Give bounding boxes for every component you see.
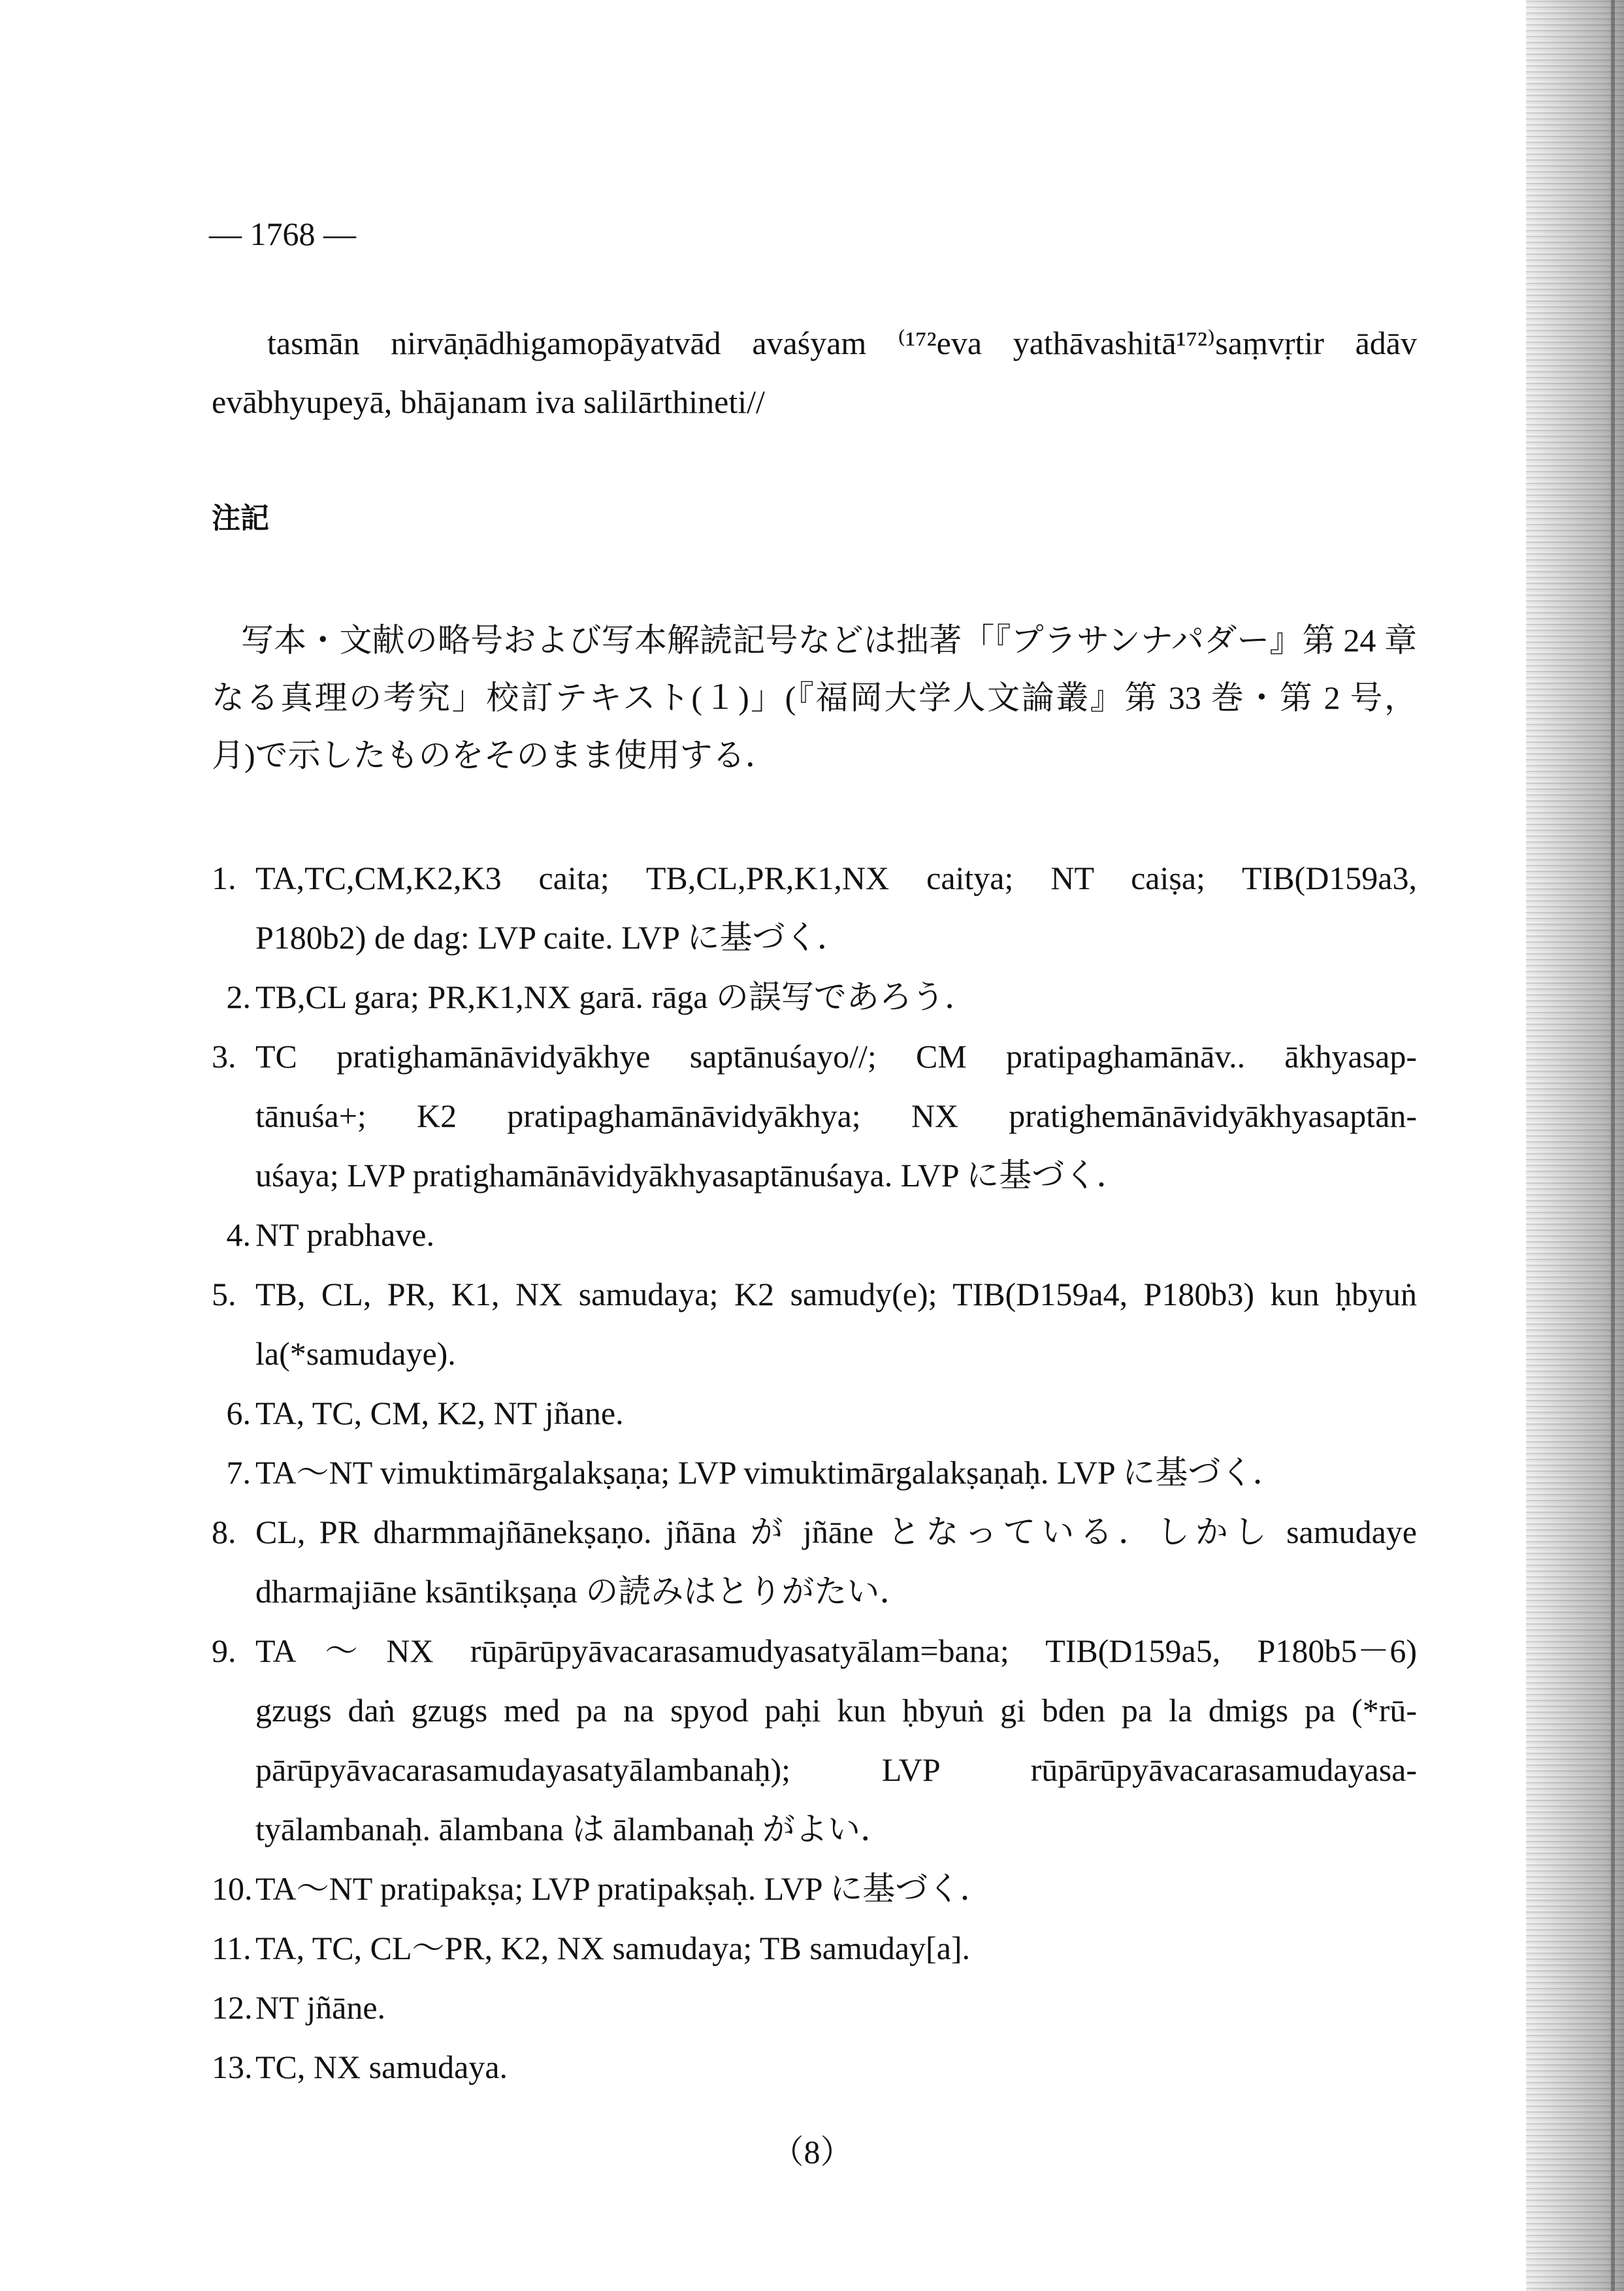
note-text: TA～NX rūpārūpyāvacarasamudyasatyālam=bana; TIB(D159a5, P180b5－6) xyxy=(255,1633,1417,1669)
note-text: TC, NX samudaya. xyxy=(255,2049,508,2085)
note-number: 13. xyxy=(212,2049,253,2085)
intro-line: なる真理の考究」校訂テキスト(１)」(『福岡大学人文論叢』第 33 巻・第 2 号， xyxy=(212,679,1417,716)
note-item xyxy=(212,2038,1417,2097)
note-item xyxy=(212,1443,1417,1503)
note-item xyxy=(212,1265,1417,1384)
notes-heading: 注記 xyxy=(212,502,269,535)
note-line xyxy=(212,1978,1417,2038)
note-item xyxy=(212,849,1417,967)
note-number: 4. xyxy=(226,1216,251,1253)
note-item xyxy=(212,1978,1417,2038)
note-text: TA～NT vimuktimārgalakṣaṇa; LVP vimuktimārgalakṣaṇaḥ. LVP に基づく． xyxy=(255,1454,1286,1491)
note-number: 5. xyxy=(212,1276,236,1312)
note-line xyxy=(212,849,1417,908)
note-line xyxy=(212,1503,1417,1562)
note-text: dharmajiāne ksāntikṣaṇa の読みはとりがたい． xyxy=(255,1573,913,1610)
note-line xyxy=(212,1800,1417,1859)
note-number: 9. xyxy=(212,1633,236,1669)
note-text: pārūpyāvacarasamudayasatyālambanaḥ); LVP rūpārūpyāvacarasamudayasa- xyxy=(255,1751,1417,1788)
notes-list xyxy=(212,849,1417,2097)
note-number: 7. xyxy=(226,1454,251,1491)
notes-intro xyxy=(212,611,1417,784)
note-line xyxy=(212,908,1417,967)
scan-edge-shadow xyxy=(1526,0,1624,2291)
note-item xyxy=(212,967,1417,1027)
note-text: TA～NT pratipakṣa; LVP pratipakṣaḥ. LVP に基づく． xyxy=(255,1870,993,1907)
note-line xyxy=(212,1086,1417,1146)
note-item xyxy=(212,1859,1417,1919)
page-header-number: — 1768 — xyxy=(209,216,356,252)
note-line xyxy=(212,1919,1417,1978)
passage-line: tasmān nirvāṇādhigamopāyatvād avaśyam ⁽¹⁷²eva yathāvashitā¹⁷²⁾saṃvṛtir ādāv xyxy=(267,325,1417,361)
intro-line: 月)で示したものをそのまま使用する． xyxy=(212,737,778,773)
note-line xyxy=(212,1740,1417,1800)
note-text: TB,CL gara; PR,K1,NX garā. rāga の誤写であろう． xyxy=(255,979,977,1015)
note-line xyxy=(212,1621,1417,1681)
note-number: 1. xyxy=(212,860,236,896)
note-text: NT prabhave. xyxy=(255,1216,434,1253)
note-text: NT jñāne. xyxy=(255,1989,386,2026)
note-number: 11. xyxy=(212,1930,252,1966)
note-item xyxy=(212,1621,1417,1859)
note-text: TA,TC,CM,K2,K3 caita; TB,CL,PR,K1,NX caitya; NT caiṣa; TIB(D159a3, xyxy=(255,860,1417,896)
note-item xyxy=(212,1503,1417,1621)
note-item xyxy=(212,1384,1417,1443)
note-line xyxy=(212,1205,1417,1265)
note-text: TA, TC, CL～PR, K2, NX samudaya; TB samuday[a]. xyxy=(255,1930,971,1966)
note-line xyxy=(212,967,1417,1027)
note-line xyxy=(212,1562,1417,1621)
note-text: tānuśa+; K2 pratipaghamānāvidyākhya; NX pratighemānāvidyākhyasaptān- xyxy=(255,1097,1417,1134)
note-line xyxy=(212,2038,1417,2097)
note-number: 3. xyxy=(212,1038,236,1075)
note-line xyxy=(212,1384,1417,1443)
note-text: TC pratighamānāvidyākhye saptānuśayo//; CM pratipaghamānāv.. ākhyasap- xyxy=(255,1038,1417,1075)
note-text: uśaya; LVP pratighamānāvidyākhyasaptānuśaya. LVP に基づく． xyxy=(255,1157,1129,1194)
note-number: 6. xyxy=(226,1395,251,1431)
note-number: 8. xyxy=(212,1514,236,1550)
note-text: gzugs daṅ gzugs med pa na spyod paḥi kun ḥbyuṅ gi bden pa la dmigs pa (*rū- xyxy=(255,1692,1417,1729)
note-item xyxy=(212,1027,1417,1205)
note-line xyxy=(212,1146,1417,1205)
note-item xyxy=(212,1919,1417,1978)
note-number: 10. xyxy=(212,1870,253,1907)
note-text: la(*samudaye). xyxy=(255,1335,456,1372)
note-item xyxy=(212,1205,1417,1265)
note-line xyxy=(212,1324,1417,1384)
note-text: TB, CL, PR, K1, NX samudaya; K2 samudy(e); TIB(D159a4, P180b3) kun ḥbyuṅ xyxy=(255,1276,1417,1312)
intro-line: 写本・文献の略号および写本解読記号などは拙著「『プラサンナパダー』第 24 章 xyxy=(241,622,1417,658)
note-text: P180b2) de dag: LVP caite. LVP に基づく． xyxy=(255,919,850,956)
note-line xyxy=(212,1265,1417,1324)
page-footer-number: （8） xyxy=(771,2134,853,2170)
note-text: CL, PR dharmmajñānekṣaṇo. jñāna が jñāne となっている．しかし samudaye xyxy=(255,1514,1417,1550)
note-number: 2. xyxy=(226,979,251,1015)
note-line xyxy=(212,1027,1417,1086)
passage-line: evābhyupeyā, bhājanam iva salilārthineti// xyxy=(212,383,765,420)
note-line xyxy=(212,1859,1417,1919)
scan-edge-line xyxy=(1611,0,1615,2291)
note-text: tyālambanaḥ. ālambana は ālambanaḥ がよい． xyxy=(255,1811,894,1847)
sanskrit-passage xyxy=(212,314,1417,431)
note-number: 12. xyxy=(212,1989,253,2026)
note-line xyxy=(212,1681,1417,1740)
note-line xyxy=(212,1443,1417,1503)
note-text: TA, TC, CM, K2, NT jñane. xyxy=(255,1395,624,1431)
